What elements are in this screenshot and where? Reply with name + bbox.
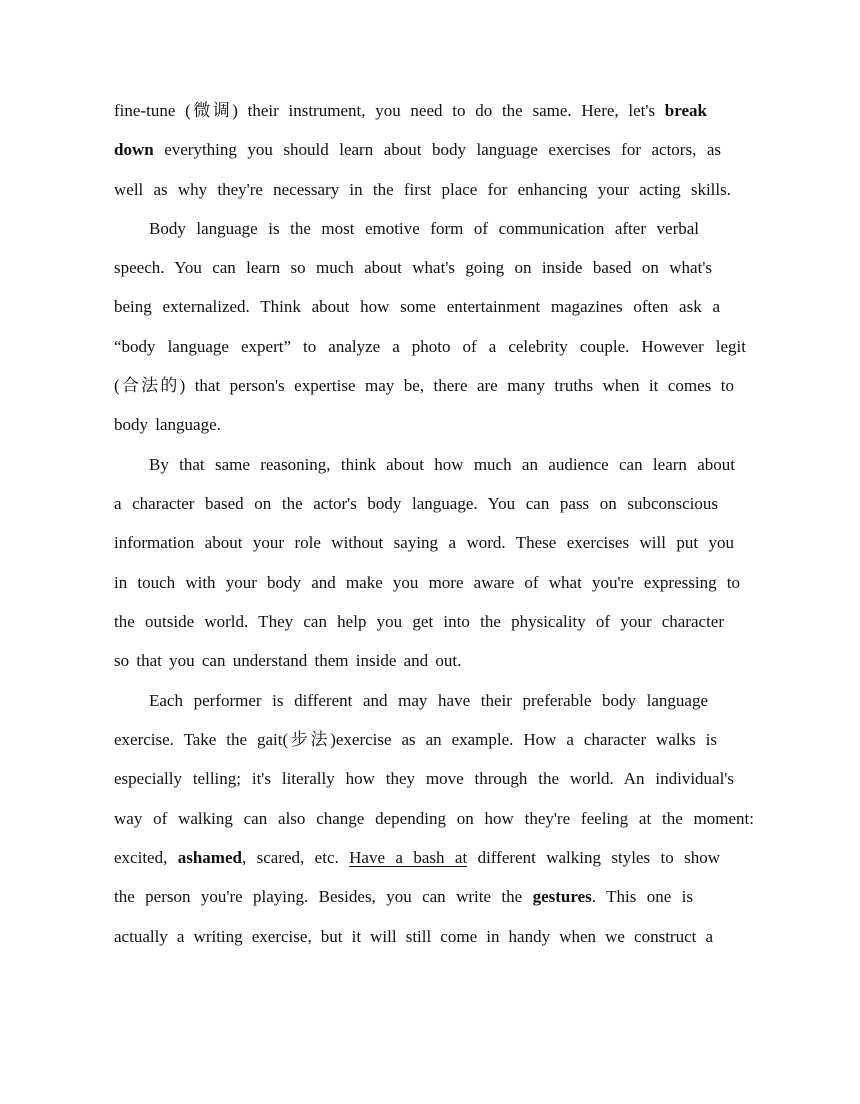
- text-line: [114, 297, 720, 317]
- bold-phrase: break: [664, 101, 707, 120]
- text-span: in touch with your body and make you more aware of what you're expressing to: [114, 573, 740, 592]
- text-span: exercise. Take the gait(步法)exercise as an example. How a character walks is: [114, 730, 717, 749]
- text-line: [114, 730, 717, 750]
- text-span: Body language is the most emotive form of communication after verbal: [149, 219, 699, 238]
- text-line: [149, 691, 708, 711]
- text-span: the outside world. They can help you get into the physicality of your character: [114, 612, 724, 631]
- bold-phrase: gestures: [532, 887, 592, 906]
- text-line: [149, 219, 699, 239]
- text-span: different walking styles to show: [467, 848, 720, 867]
- text-span: Each performer is different and may have their preferable body language: [149, 691, 708, 710]
- text-span: speech. You can learn so much about what's going on inside based on what's: [114, 258, 712, 277]
- text-line: [114, 180, 731, 200]
- text-span: (合法的) that person's expertise may be, there are many truths when it comes to: [114, 376, 734, 395]
- text-line: [114, 140, 721, 160]
- underlined-phrase: Have a bash at: [349, 848, 468, 867]
- text-line: [114, 887, 693, 907]
- text-span: body language.: [114, 415, 221, 434]
- text-span: “body language expert” to analyze a photo of a celebrity couple. However legit: [114, 337, 746, 356]
- text-span: a character based on the actor's body language. You can pass on subconscious: [114, 494, 718, 513]
- text-span: especially telling; it's literally how they move through the world. An individual's: [114, 769, 734, 788]
- text-line: [114, 809, 754, 829]
- text-span: the person you're playing. Besides, you can write the: [114, 887, 533, 906]
- text-line: [114, 415, 754, 435]
- text-span: actually a writing exercise, but it will still come in handy when we construct a: [114, 927, 713, 946]
- text-span: . This one is: [591, 887, 693, 906]
- text-span: information about your role without saying a word. These exercises will put you: [114, 533, 734, 552]
- text-line: [114, 848, 720, 868]
- text-line: [114, 533, 734, 553]
- text-line: [114, 612, 724, 632]
- text-line: [114, 494, 718, 514]
- text-line: [114, 258, 712, 278]
- text-span: By that same reasoning, think about how much an audience can learn about: [149, 455, 735, 474]
- text-line: [149, 455, 735, 475]
- text-span: , scared, etc.: [241, 848, 350, 867]
- text-line: [114, 927, 713, 947]
- text-line: [114, 376, 734, 396]
- text-span: well as why they're necessary in the first place for enhancing your acting skills.: [114, 180, 731, 199]
- text-span: so that you can understand them inside and out.: [114, 651, 462, 670]
- text-span: fine-tune (微调) their instrument, you need to do the same. Here, let's: [114, 101, 665, 120]
- text-span: everything you should learn about body language exercises for actors, as: [153, 140, 721, 159]
- bold-phrase: down: [114, 140, 154, 159]
- bold-phrase: ashamed: [177, 848, 242, 867]
- text-span: excited,: [114, 848, 178, 867]
- text-span: way of walking can also change depending on how they're feeling at the moment:: [114, 809, 754, 828]
- text-line: [114, 337, 746, 357]
- text-span: being externalized. Think about how some entertainment magazines often ask a: [114, 297, 720, 316]
- text-line: [114, 101, 707, 121]
- text-line: [114, 573, 740, 593]
- text-line: [114, 769, 734, 789]
- text-line: [114, 651, 754, 671]
